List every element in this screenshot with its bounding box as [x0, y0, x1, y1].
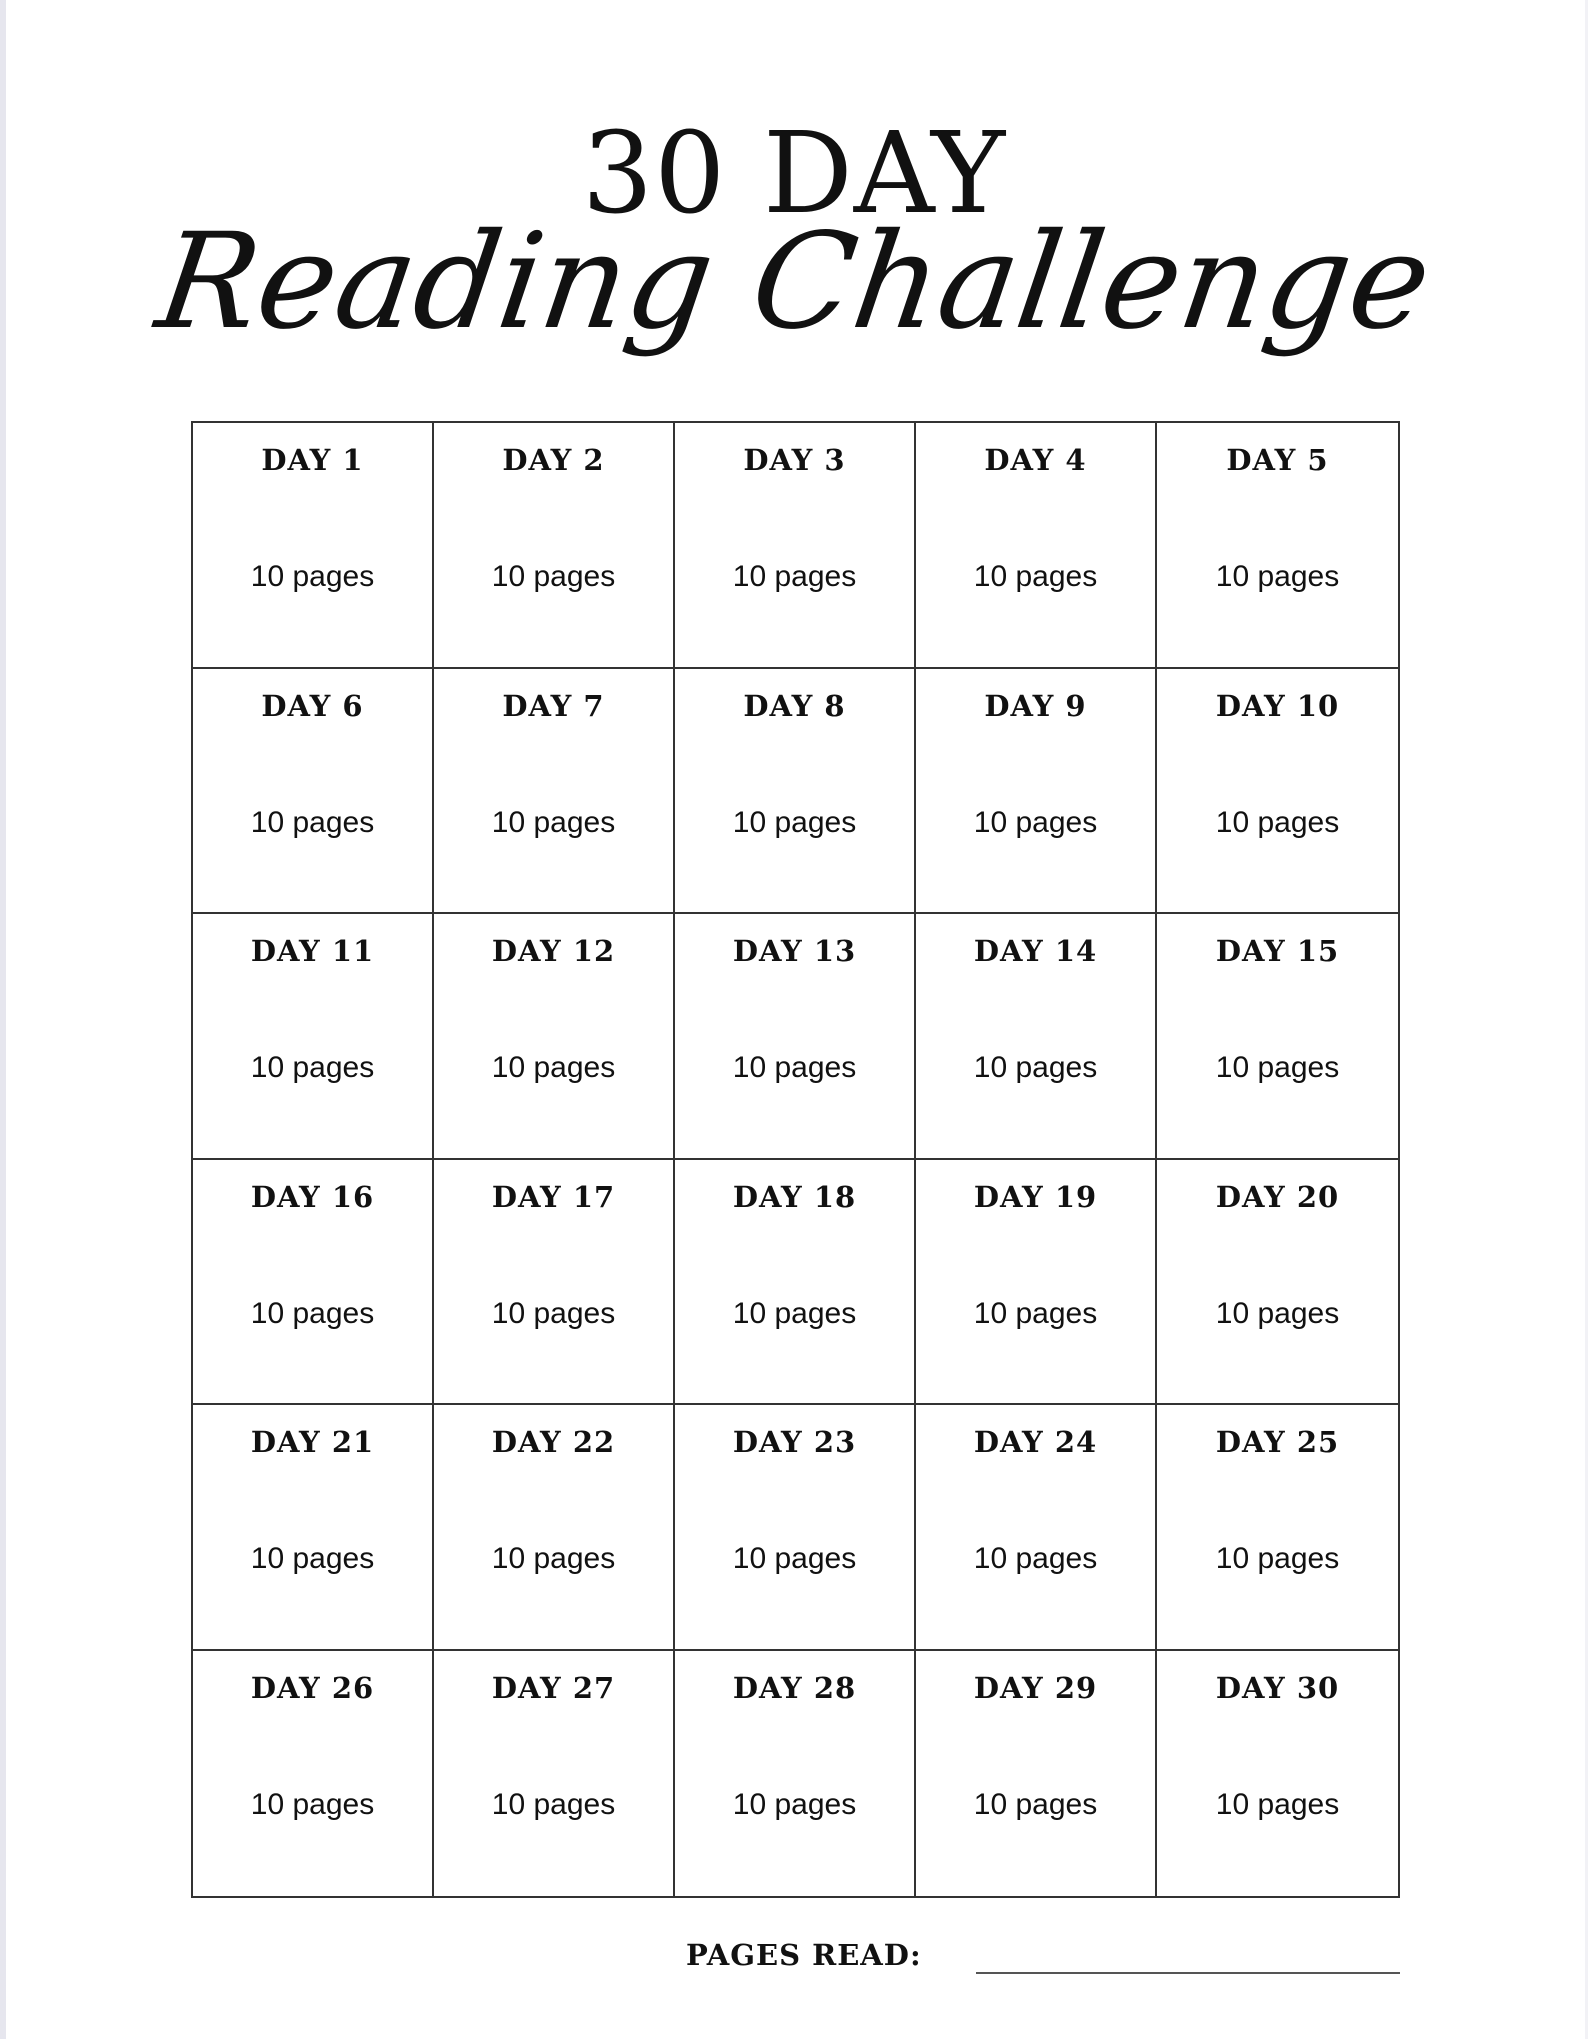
day-label: DAY 6 — [261, 688, 364, 723]
day-goal: 10 pages — [732, 560, 857, 593]
day-goal: 10 pages — [250, 1296, 375, 1330]
day-label: DAY 30 — [1215, 1670, 1340, 1705]
day-cell[interactable] — [916, 1405, 1157, 1651]
day-label: DAY 5 — [1226, 443, 1329, 477]
day-cell[interactable] — [675, 1651, 916, 1897]
day-label: DAY 21 — [250, 1425, 375, 1459]
day-cell[interactable] — [434, 1160, 675, 1406]
day-goal: 10 pages — [491, 1051, 616, 1084]
day-goal: 10 pages — [732, 1051, 857, 1084]
day-cell[interactable] — [675, 914, 916, 1160]
day-label: DAY 4 — [984, 443, 1087, 477]
day-label: DAY 3 — [743, 443, 846, 477]
day-label: DAY 8 — [743, 688, 846, 723]
day-label: DAY 28 — [732, 1670, 857, 1705]
day-label: DAY 9 — [984, 688, 1087, 723]
day-goal: 10 pages — [250, 805, 375, 839]
day-cell[interactable] — [1157, 1651, 1398, 1897]
day-goal: 10 pages — [732, 1542, 857, 1575]
day-goal: 10 pages — [250, 1787, 375, 1821]
day-cell[interactable] — [916, 1160, 1157, 1406]
day-cell[interactable] — [916, 914, 1157, 1160]
day-label: DAY 2 — [502, 443, 605, 477]
day-goal: 10 pages — [732, 805, 857, 839]
day-goal: 10 pages — [491, 560, 616, 593]
pages-read-label: PAGES READ: — [686, 1938, 922, 1972]
day-goal: 10 pages — [1215, 1542, 1340, 1575]
day-cell[interactable] — [675, 669, 916, 915]
day-goal: 10 pages — [1215, 1051, 1340, 1084]
pages-read-field[interactable] — [976, 1972, 1400, 1974]
day-label: DAY 22 — [491, 1425, 616, 1459]
day-cell[interactable] — [675, 1160, 916, 1406]
day-label: DAY 1 — [261, 443, 364, 477]
day-goal: 10 pages — [491, 1787, 616, 1821]
day-label: DAY 26 — [250, 1670, 375, 1705]
day-label: DAY 19 — [973, 1179, 1098, 1214]
day-label: DAY 13 — [732, 934, 857, 968]
day-label: DAY 23 — [732, 1425, 857, 1459]
day-cell[interactable] — [193, 914, 434, 1160]
day-goal: 10 pages — [491, 1296, 616, 1330]
day-label: DAY 11 — [250, 934, 375, 968]
day-goal: 10 pages — [973, 1542, 1098, 1575]
day-goal: 10 pages — [250, 1542, 375, 1575]
day-goal: 10 pages — [973, 805, 1098, 839]
title-reading-challenge: Reading Challenge — [148, 205, 1440, 359]
day-label: DAY 20 — [1215, 1179, 1340, 1214]
day-label: DAY 27 — [491, 1670, 616, 1705]
day-goal: 10 pages — [732, 1296, 857, 1330]
day-cell[interactable] — [193, 669, 434, 915]
day-goal: 10 pages — [250, 560, 375, 593]
day-label: DAY 10 — [1215, 688, 1340, 723]
title-30-day: 30 DAY — [581, 109, 1007, 239]
day-goal: 10 pages — [491, 1542, 616, 1575]
day-cell[interactable] — [916, 423, 1157, 669]
day-cell[interactable] — [1157, 669, 1398, 915]
day-goal: 10 pages — [1215, 560, 1340, 593]
day-label: DAY 14 — [973, 934, 1098, 968]
day-cell[interactable] — [193, 1405, 434, 1651]
day-cell[interactable] — [1157, 1405, 1398, 1651]
day-label: DAY 12 — [491, 934, 616, 968]
day-cell[interactable] — [193, 1160, 434, 1406]
day-goal: 10 pages — [973, 1051, 1098, 1084]
day-cell[interactable] — [434, 1405, 675, 1651]
day-label: DAY 15 — [1215, 934, 1340, 968]
day-cell[interactable] — [675, 1405, 916, 1651]
challenge-grid — [191, 421, 1400, 1898]
day-cell[interactable] — [1157, 914, 1398, 1160]
day-cell[interactable] — [434, 1651, 675, 1897]
day-cell[interactable] — [916, 1651, 1157, 1897]
day-label: DAY 24 — [973, 1425, 1098, 1459]
day-label: DAY 16 — [250, 1179, 375, 1214]
day-label: DAY 7 — [502, 688, 605, 723]
day-label: DAY 18 — [732, 1179, 857, 1214]
day-label: DAY 25 — [1215, 1425, 1340, 1459]
day-cell[interactable] — [193, 423, 434, 669]
day-goal: 10 pages — [973, 1787, 1098, 1821]
day-goal: 10 pages — [1215, 1296, 1340, 1330]
day-cell[interactable] — [434, 423, 675, 669]
day-goal: 10 pages — [491, 805, 616, 839]
day-cell[interactable] — [1157, 423, 1398, 669]
day-cell[interactable] — [434, 914, 675, 1160]
day-cell[interactable] — [193, 1651, 434, 1897]
day-cell[interactable] — [1157, 1160, 1398, 1406]
day-goal: 10 pages — [1215, 805, 1340, 839]
day-goal: 10 pages — [973, 1296, 1098, 1330]
day-goal: 10 pages — [973, 560, 1098, 593]
day-label: DAY 17 — [491, 1179, 616, 1214]
day-cell[interactable] — [675, 423, 916, 669]
day-goal: 10 pages — [250, 1051, 375, 1084]
day-goal: 10 pages — [1215, 1787, 1340, 1821]
day-cell[interactable] — [916, 669, 1157, 915]
day-label: DAY 29 — [973, 1670, 1098, 1705]
day-cell[interactable] — [434, 669, 675, 915]
day-goal: 10 pages — [732, 1787, 857, 1821]
